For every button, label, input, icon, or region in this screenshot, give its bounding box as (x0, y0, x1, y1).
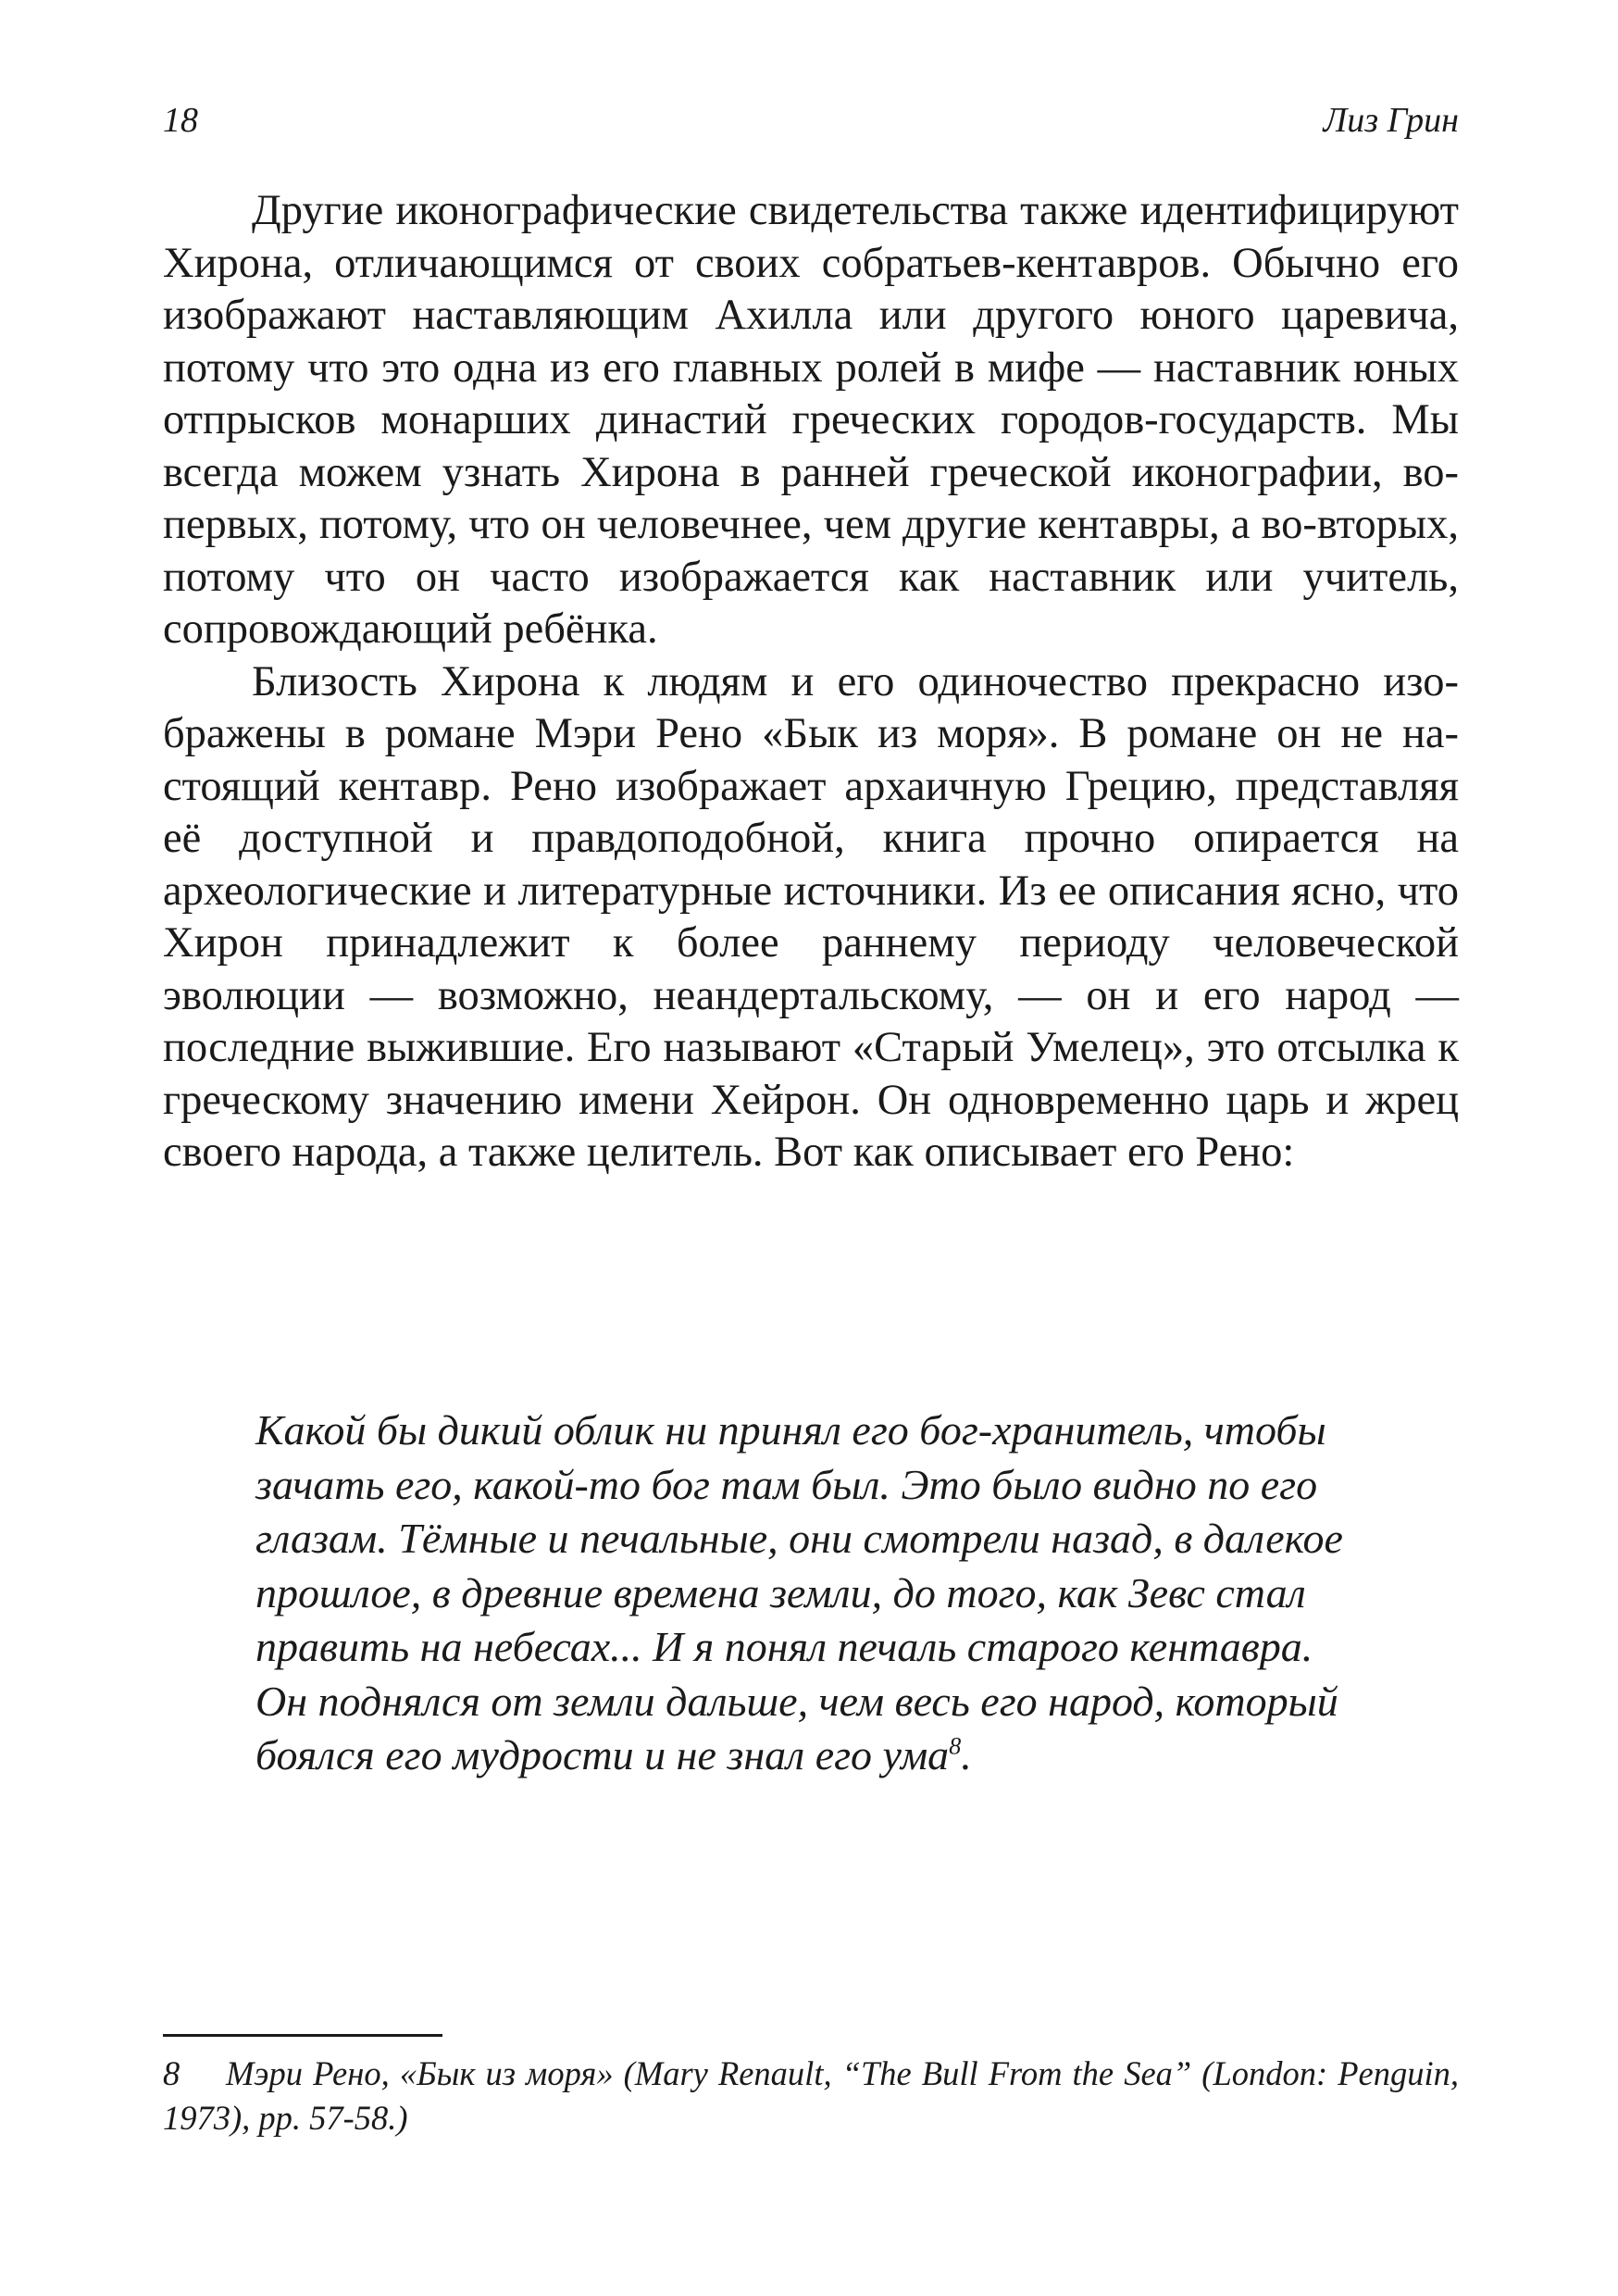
quote-last-line: боялся его мудрости и не знал его ума$^8$. (255, 1731, 972, 1778)
quote-line: зачать его, какой-то бог там был. Это было видно по его (255, 1460, 1318, 1508)
footnote-divider (163, 2034, 442, 2037)
quote-line: править на небесах... И я понял печаль старого кентавра. (255, 1623, 1313, 1670)
page-number: 18 (163, 101, 198, 140)
body-paragraph: Близость Хирона к людям и его одиночество прекрасно изображены в романе Мэри Рено «Бык из моря». В романе он не настоящий кентавр. Рено изображает архаичную Грецию, представляя её доступной и правдоподобной, книга прочно опирается на археологические и литературные источники. Из ее описания ясно, что Хирон принадлежит к более раннему периоду человеческой эволюции — возможно, неандертальскому, — он и его народ — последние выжившие. Его называют «Старый Умелец», это отсылка к греческому значению имени Хейрон. Он одновременно царь и жрец своего народа, а также целитель. Вот как описывает его Рено: (163, 657, 1459, 1176)
quote-line: Какой бы дикий облик ни принял его бог-хранитель, чтобы (255, 1406, 1326, 1454)
footnote (163, 2052, 1459, 2140)
quote-line: глазам. Тёмные и печальные, они смотрели назад, в далекое (255, 1515, 1343, 1562)
running-head (163, 100, 1459, 146)
footnote-number: 8 (163, 2054, 180, 2092)
body-paragraph: Другие иконографические свидетельства также идентифицируют Хирона, отличающимся от своих собратьев-кентавров. Обычно его изображают наставляющим Ахилла или другого юного царевича, потому что это одна из его главных ролей в мифе — наставник юных отпрысков монарших династий греческих городов-государств. Мы всегда можем узнать Хирона в ранней греческой иконографии, во-первых, потому, что он человечнее, чем другие кентавры, а во-вторых, потому что он часто изображается как наставник или учитель, сопровождающий ребёнка. (163, 187, 1459, 653)
quote-line: боялся его мудрости и не знал его ума (255, 1731, 950, 1778)
footnote-text: Мэри Рено, «Бык из моря» (Mary Renault, “The Bull From the Sea” (London: Penguin, 1973), pp. 57-58.) (163, 2054, 1459, 2137)
quote-line: прошлое, в древние времена земли, до того, как Зевс стал (255, 1568, 1306, 1616)
block-quote (255, 1404, 1385, 1783)
footnote-reference[interactable]: 8 (949, 1732, 962, 1760)
header-author: Лиз Грин (1323, 101, 1459, 140)
quote-line: Он поднялся от земли дальше, чем весь его народ, который (255, 1677, 1338, 1725)
body-text (163, 185, 1459, 1179)
